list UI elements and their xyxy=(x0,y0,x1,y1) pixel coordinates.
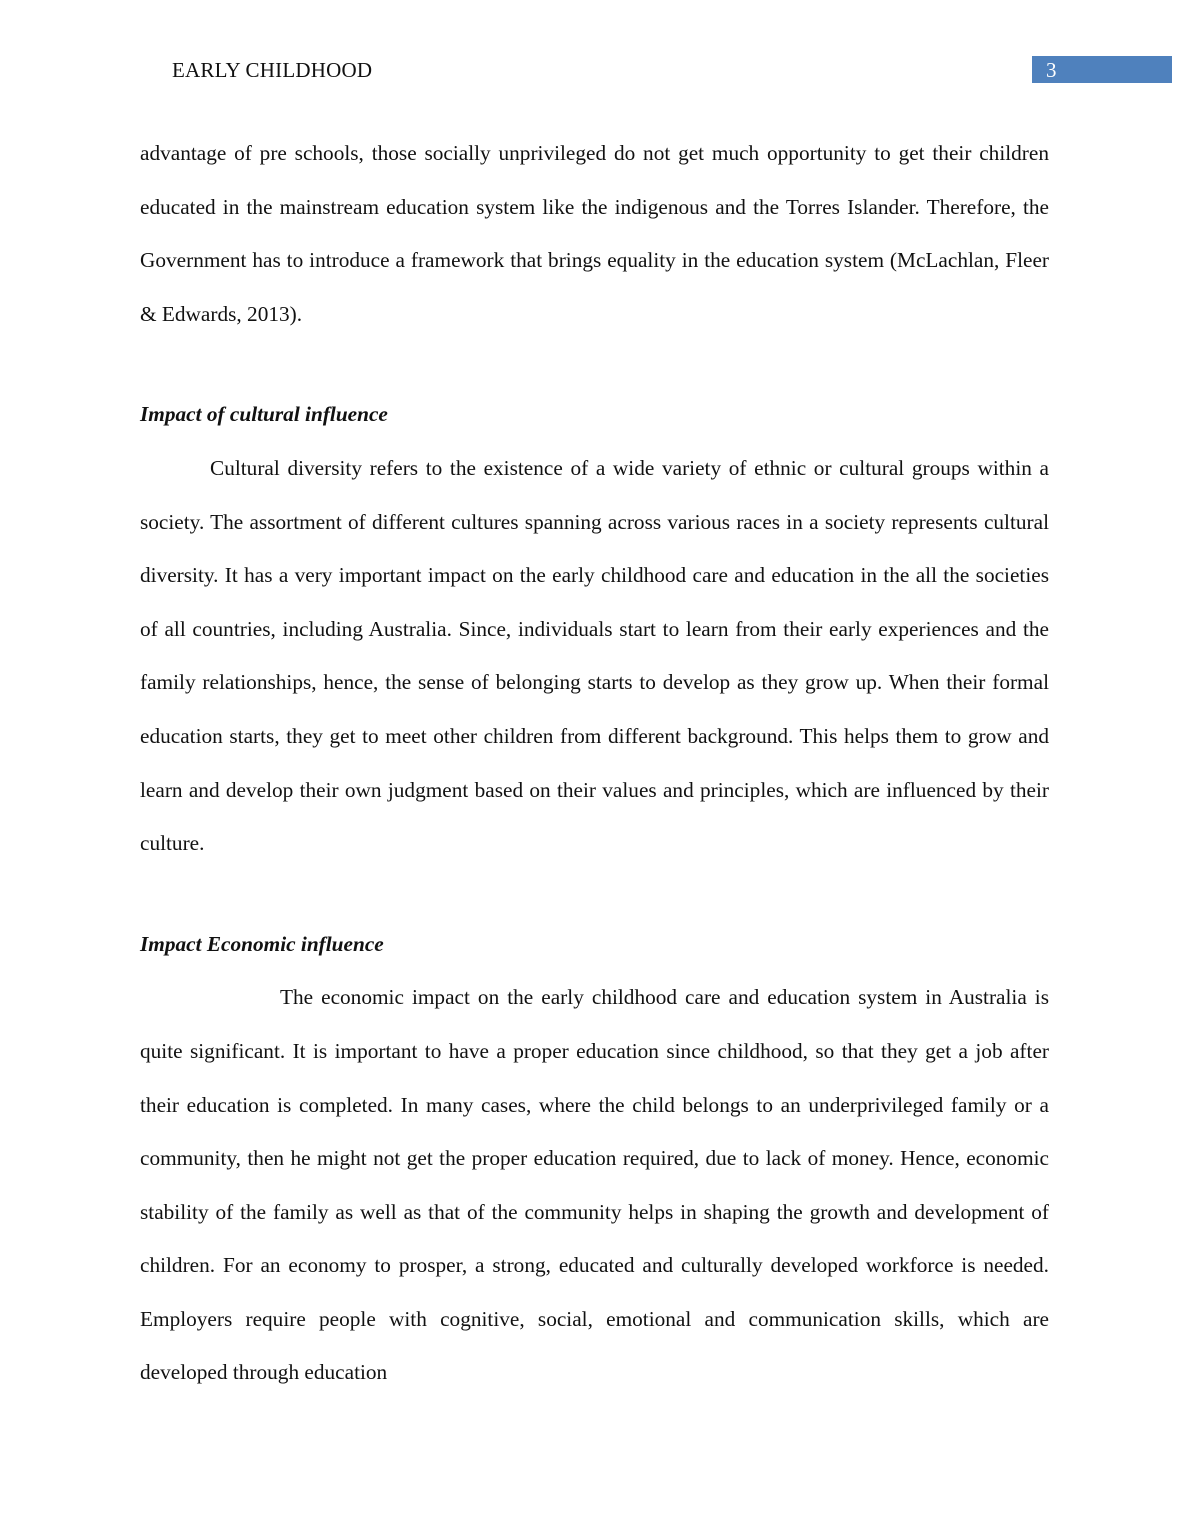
section-spacer xyxy=(140,871,1049,918)
heading-economic-influence: Impact Economic influence xyxy=(140,931,384,956)
paragraph-cultural-diversity: Cultural diversity refers to the existence of a wide variety of ethnic or cultural groups within a society. The assortment of different cultures spanning across various races in a society represents cultural diversity. It has a very important impact on the early childhood care and education in the all the societies of all countries, including Australia. Since, individuals start to learn from their early experiences and the family relationships, hence, the sense of belonging starts to develop as they grow up. When their formal education starts, they get to meet other children from different background. This helps them to grow and learn and develop their own judgment based on their values and principles, which are influenced by their culture. xyxy=(140,455,1049,856)
paragraph-continuation: advantage of pre schools, those socially unprivileged do not get much opportunity to get their children educated in the mainstream education system like the indigenous and the Torres Islander. Therefore, the Government has to introduce a framework that brings equality in the education system (McLachlan, Fleer & Edwards, 2013). xyxy=(140,141,1049,326)
document-body xyxy=(140,127,1049,1400)
section-spacer xyxy=(140,341,1049,388)
page-number-badge xyxy=(1032,56,1172,83)
running-head: EARLY CHILDHOOD xyxy=(172,58,373,82)
paragraph-economic-impact: The economic impact on the early childhood care and education system in Australia is quite significant. It is important to have a proper education since childhood, so that they get a job after their education is completed. In many cases, where the child belongs to an underprivileged family or a community, then he might not get the proper education required, due to lack of money. Hence, economic stability of the family as well as that of the community helps in shaping the growth and development of children. For an economy to prosper, a strong, educated and culturally developed workforce is needed. Employers require people with cognitive, social, emotional and communication skills, which are developed through education xyxy=(140,985,1049,1385)
page-number: 3 xyxy=(1046,58,1057,82)
heading-cultural-influence: Impact of cultural influence xyxy=(140,402,388,427)
page-header xyxy=(0,56,1190,86)
